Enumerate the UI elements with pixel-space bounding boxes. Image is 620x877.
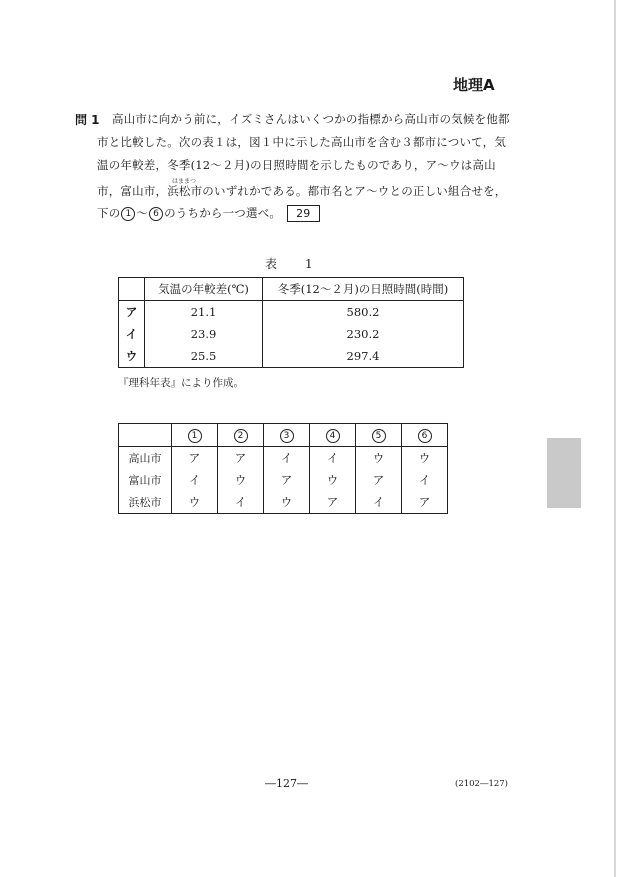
- line5-prefix: 下の: [97, 206, 121, 220]
- table1-header-row: [119, 278, 464, 301]
- table1-title: 表 1: [265, 257, 321, 271]
- table-row: [119, 491, 448, 514]
- table1-source-note: 『理科年表』により作成。: [118, 377, 244, 389]
- document-code: (2102―127): [455, 779, 508, 789]
- table1-header-temp-range: 気温の年較差(℃): [145, 278, 263, 301]
- table1-header-corner: [119, 278, 145, 301]
- choice-cell: ア: [264, 469, 310, 491]
- answer-choices-table: [118, 423, 448, 514]
- table-row: [119, 447, 448, 470]
- table-row: [119, 469, 448, 491]
- question-line-1: 高山市に向かう前に，イズミさんはいくつかの指標から高山市の気候を他都: [112, 112, 510, 126]
- choice-cell: ア: [218, 447, 264, 470]
- choice-cell: イ: [264, 447, 310, 470]
- circled-number: 3: [280, 429, 294, 443]
- table-row: [119, 323, 464, 345]
- choice-cell: イ: [172, 469, 218, 491]
- choice-cell: ア: [172, 447, 218, 470]
- temp-range-value: 23.9: [145, 323, 263, 345]
- question-number: 問 1: [75, 113, 100, 127]
- choice-header: [172, 424, 218, 447]
- table-row: [119, 301, 464, 324]
- ruby-hamamatsu: はままつ: [172, 178, 197, 185]
- circled-number: 4: [326, 429, 340, 443]
- sunshine-value: 580.2: [263, 301, 464, 324]
- choice-cell: ア: [356, 469, 402, 491]
- subject-heading: 地理A: [453, 76, 495, 94]
- choice-cell: イ: [310, 447, 356, 470]
- side-index-tab: [547, 438, 581, 508]
- circled-number: 6: [418, 429, 432, 443]
- choice-cell: イ: [218, 491, 264, 514]
- city-name: 浜松市: [119, 491, 172, 514]
- answer-number-box: 29: [287, 205, 319, 222]
- sunshine-value: 230.2: [263, 323, 464, 345]
- choice-cell: イ: [356, 491, 402, 514]
- sunshine-value: 297.4: [263, 345, 464, 368]
- question-line-3: 温の年較差，冬季(12～２月)の日照時間を示したものであり，ア～ウは高山: [97, 158, 496, 172]
- table1-header-sunshine: 冬季(12～２月)の日照時間(時間): [263, 278, 464, 301]
- page-number: ―127―: [265, 777, 308, 790]
- choices-header-corner: [119, 424, 172, 447]
- table-row: [119, 345, 464, 368]
- temp-range-value: 21.1: [145, 301, 263, 324]
- circled-number: 1: [188, 429, 202, 443]
- choice-cell: ウ: [218, 469, 264, 491]
- question-line-5: [97, 205, 320, 222]
- choice-cell: イ: [402, 469, 448, 491]
- circled-number: 5: [372, 429, 386, 443]
- row-label: ア: [119, 301, 145, 324]
- question-line-2: 市と比較した。次の表１は，図１中に示した高山市を含む３都市について，気: [97, 135, 507, 149]
- circled-choice-start: 1: [121, 207, 135, 221]
- table1: [118, 277, 464, 368]
- circled-choice-end: 6: [149, 207, 163, 221]
- row-label: イ: [119, 323, 145, 345]
- choice-cell: ウ: [356, 447, 402, 470]
- choice-cell: ウ: [310, 469, 356, 491]
- question-line-4: 市，富山市，浜松市のいずれかである。都市名とア～ウとの正しい組合せを，: [97, 184, 507, 198]
- choice-header: [356, 424, 402, 447]
- choice-cell: ウ: [402, 447, 448, 470]
- line5-suffix: のうちから一つ選べ。: [164, 206, 282, 220]
- choice-cell: ア: [310, 491, 356, 514]
- row-label: ウ: [119, 345, 145, 368]
- choice-header: [310, 424, 356, 447]
- choice-header: [402, 424, 448, 447]
- circled-number: 2: [234, 429, 248, 443]
- temp-range-value: 25.5: [145, 345, 263, 368]
- city-name: 富山市: [119, 469, 172, 491]
- page-edge-line: [614, 0, 616, 877]
- choice-cell: ウ: [172, 491, 218, 514]
- choice-cell: ア: [402, 491, 448, 514]
- choice-cell: ウ: [264, 491, 310, 514]
- range-separator: ～: [136, 206, 149, 220]
- choice-header: [264, 424, 310, 447]
- city-name: 高山市: [119, 447, 172, 470]
- choices-header-row: [119, 424, 448, 447]
- choice-header: [218, 424, 264, 447]
